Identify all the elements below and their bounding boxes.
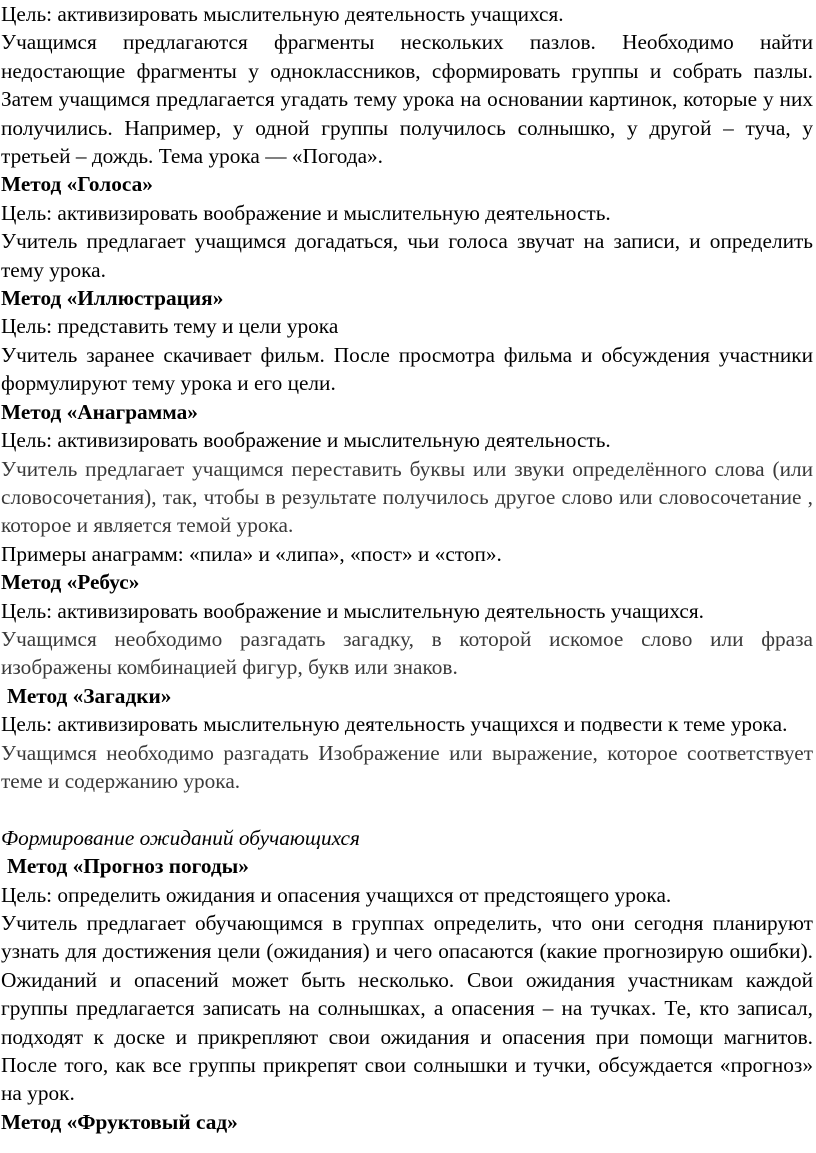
heading-riddles-method: Метод «Загадки»	[7, 683, 172, 708]
riddles-description: Учащимся необходимо разгадать Изображение или выражение, которое соответствует теме и содержанию урока.	[1, 740, 813, 793]
goal-rebus: Цель: активизировать воображение и мыслительную деятельность учащихся.	[1, 598, 704, 623]
section-heading-expectations: Формирование ожиданий обучающихся	[1, 825, 360, 850]
heading-illustration-method: Метод «Иллюстрация»	[1, 286, 224, 311]
illustration-description: Учитель заранее скачивает фильм. После просмотра фильма и обсуждения участники формулируют тему урока и его цели.	[1, 342, 813, 396]
voices-description: Учитель предлагает учащимся догадаться, чьи голоса звучат на записи, и определить тему урока.	[1, 229, 813, 282]
heading-anagram-method: Метод «Анаграмма»	[1, 399, 198, 424]
puzzles-description: Учащимся предлагаются фрагменты нескольких пазлов. Необходимо найти недостающие фрагменты у одноклассников, сформировать группы и собрать пазлы. Затем учащимся предлагается угадать тему урока на основании картинок, которые у них получились. Например, у одной группы получилось солнышко, у другой – туча, у третьей – дождь. Тема урока — «Погода».	[1, 30, 813, 169]
goal-weather-forecast: Цель: определить ожидания и опасения учащихся от предстоящего урока.	[1, 882, 672, 907]
anagram-examples: Примеры анаграмм: «пила» и «липа», «пост» и «стоп».	[1, 541, 502, 566]
rebus-description: Учащимся необходимо разгадать загадку, в которой искомое слово или фраза изображены комбинацией фигур, букв или знаков.	[1, 626, 813, 680]
goal-puzzles: Цель: активизировать мыслительную деятельность учащихся.	[1, 2, 564, 26]
heading-rebus-method: Метод «Ребус»	[1, 570, 140, 595]
heading-weather-forecast-method: Метод «Прогноз погоды»	[7, 854, 249, 879]
goal-anagram: Цель: активизировать воображение и мыслительную деятельность.	[1, 428, 611, 453]
goal-illustration: Цель: представить тему и цели урока	[1, 314, 339, 339]
weather-forecast-description: Учитель предлагает обучающимся в группах определить, что они сегодня планируют узнать для достижения цели (ожидания) и чего опасаются (какие прогнозирую ошибки). Ожиданий и опасений может быть несколько. Свои ожидания участникам каждой группы предлагается записать на солнышках, а опасения – на тучках. Те, кто записал, подходят к доске и прикрепляют свои ожидания и опасения при помощи магнитов. После того, как все группы прикрепят свои солнышки и тучки, обсуждается «прогноз» на урок.	[1, 910, 813, 1106]
anagram-description: Учитель предлагает учащимся переставить буквы или звуки определённого слова (или словосочетания), так, чтобы в результате получилось другое слово или словосочетание , которое и является темой урока.	[1, 456, 813, 538]
heading-fruit-garden-method: Метод «Фруктовый сад»	[1, 1109, 238, 1134]
blank-line	[1, 795, 813, 823]
goal-riddles: Цель: активизировать мыслительную деятельность учащихся и подвести к теме урока.	[1, 712, 788, 737]
goal-voices: Цель: активизировать воображение и мыслительную деятельность.	[1, 200, 611, 225]
heading-voices-method: Метод «Голоса»	[1, 172, 153, 197]
